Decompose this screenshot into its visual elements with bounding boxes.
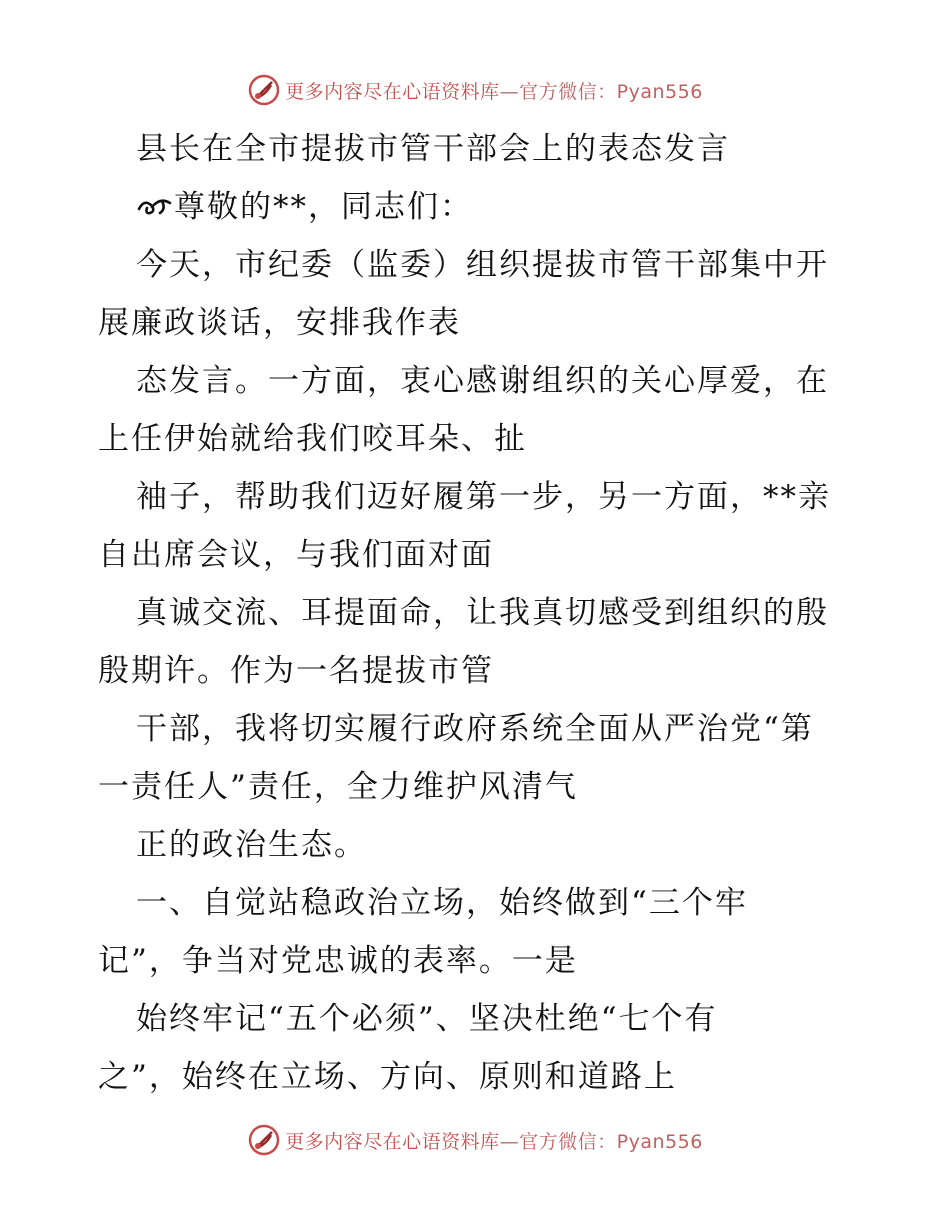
salutation-line xyxy=(98,178,858,236)
paragraph-line: 展廉政谈话，安排我作表 xyxy=(98,305,461,341)
paragraph-line: 记”，争当对党忠诚的表率。一是 xyxy=(98,943,578,979)
paragraph-line: 正的政治生态。 xyxy=(136,827,367,863)
footer-watermark-banner xyxy=(0,1120,950,1160)
red-feather-seal-icon xyxy=(247,1123,281,1157)
paragraph-line: 干部，我将切实履行政府系统全面从严治党“第 xyxy=(136,711,814,747)
red-feather-seal-icon xyxy=(247,73,281,107)
banner-main-text: 更多内容尽在心语资料库 xyxy=(285,80,500,103)
banner-separator: — xyxy=(499,80,520,103)
paragraph-line: 始终牢记“五个必须”、坚决杜绝“七个有 xyxy=(136,1001,718,1037)
paragraph-line: 态发言。一方面，衷心感谢组织的关心厚爱，在 xyxy=(136,363,829,399)
paragraph-line: 一责任人”责任，全力维护风清气 xyxy=(98,769,578,805)
paragraph-line: 真诚交流、耳提面命，让我真切感受到组织的殷 xyxy=(136,595,829,631)
salutation-text: 尊敬的**，同志们： xyxy=(174,189,473,225)
header-watermark-banner xyxy=(0,70,950,110)
paragraph-line: 之”，始终在立场、方向、原则和道路上 xyxy=(98,1059,677,1095)
banner-main-text: 更多内容尽在心语资料库 xyxy=(285,1130,500,1153)
banner-wechat-text: 官方微信：Pyan556 xyxy=(519,1130,703,1153)
paragraph-line: 殷期许。作为一名提拔市管 xyxy=(98,653,494,689)
flourish-ornament-icon xyxy=(136,195,174,219)
paragraph-line: 上任伊始就给我们咬耳朵、扯 xyxy=(98,421,527,457)
document-body xyxy=(98,120,858,1106)
paragraph-line: 今天，市纪委（监委）组织提拔市管干部集中开 xyxy=(136,247,829,283)
paragraph-line: 自出席会议，与我们面对面 xyxy=(98,537,494,573)
banner-wechat-text: 官方微信：Pyan556 xyxy=(519,80,703,103)
section-heading-line: 一、自觉站稳政治立场，始终做到“三个牢 xyxy=(136,885,748,921)
document-title: 县长在全市提拔市管干部会上的表态发言 xyxy=(136,131,730,167)
paragraph-line: 袖子，帮助我们迈好履第一步，另一方面，**亲 xyxy=(136,479,831,515)
banner-separator: — xyxy=(499,1130,520,1153)
